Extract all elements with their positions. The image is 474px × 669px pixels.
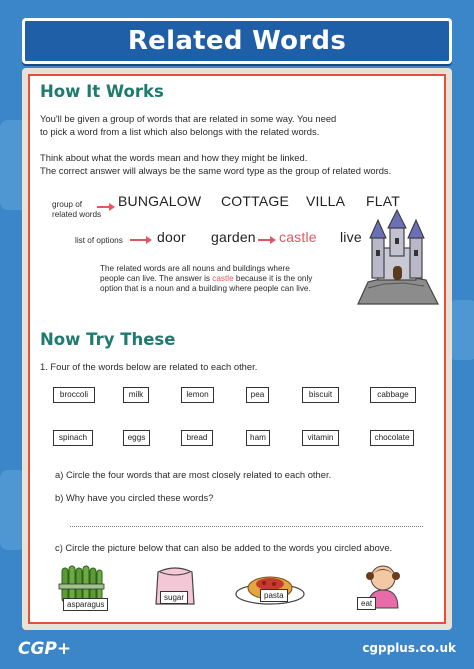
word-box[interactable]: biscuit — [302, 387, 339, 403]
word-box[interactable]: spinach — [53, 430, 93, 446]
question-b: b) Why have you circled these words? — [55, 492, 214, 503]
option-word-answer: castle — [279, 229, 317, 245]
word-box[interactable]: broccoli — [53, 387, 95, 403]
picture-label: pasta — [260, 589, 288, 602]
picture-label: eat — [357, 597, 376, 610]
word-box[interactable]: lemon — [181, 387, 214, 403]
now-try-heading: Now Try These — [40, 330, 176, 349]
word-box[interactable]: chocolate — [370, 430, 414, 446]
options-label: list of options — [75, 236, 123, 245]
word-box[interactable]: bread — [181, 430, 213, 446]
page-title: Related Words — [127, 26, 347, 56]
website-url[interactable]: cgpplus.co.uk — [362, 641, 456, 655]
cgp-logo: CGP+ — [18, 639, 72, 659]
how-it-works-heading: How It Works — [40, 82, 164, 101]
group-word: VILLA — [306, 193, 346, 209]
word-box[interactable]: cabbage — [370, 387, 416, 403]
intro-line-1: You'll be given a group of words that are related in some way. You need — [40, 113, 337, 124]
group-label: group of related words — [52, 200, 102, 219]
answer-line[interactable] — [70, 526, 423, 527]
group-word: COTTAGE — [221, 193, 290, 209]
option-word: live — [340, 229, 362, 245]
word-box[interactable]: vitamin — [302, 430, 339, 446]
title-banner — [22, 18, 452, 64]
option-word: garden — [211, 229, 256, 245]
word-box[interactable]: pea — [246, 387, 269, 403]
word-box[interactable]: ham — [246, 430, 270, 446]
answer-arrow — [258, 239, 274, 241]
word-box[interactable]: eggs — [123, 430, 150, 446]
word-box[interactable]: milk — [123, 387, 149, 403]
group-word: BUNGALOW — [118, 193, 202, 209]
picture-label: asparagus — [63, 598, 108, 611]
picture-label: sugar — [160, 591, 188, 604]
option-word: door — [157, 229, 186, 245]
question-c: c) Circle the picture below that can also be added to the words you circled above. — [55, 542, 393, 553]
tip-line-2: The correct answer will always be the same word type as the group of related words. — [40, 165, 392, 176]
castle-illustration — [354, 208, 440, 308]
question-1: 1. Four of the words below are related to each other. — [40, 361, 258, 372]
question-a: a) Circle the four words that are most closely related to each other. — [55, 469, 332, 480]
explanation: The related words are all nouns and buildings where people can live. The answer is castle because it is the only option that is a noun and a building where people can live. — [100, 264, 313, 293]
options-arrow — [130, 239, 150, 241]
intro-line-2: to pick a word from a list which also belongs with the related words. — [40, 126, 320, 137]
group-arrow — [97, 206, 113, 208]
tip-line-1: Think about what the words mean and how they might be linked. — [40, 152, 308, 163]
group-word: FLAT — [366, 193, 400, 209]
